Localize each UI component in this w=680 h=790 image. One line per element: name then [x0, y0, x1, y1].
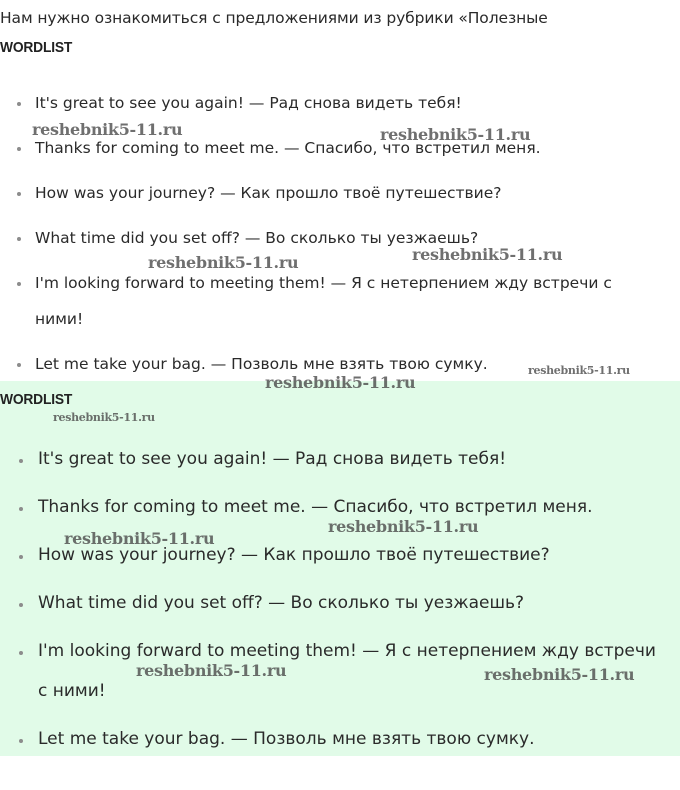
bullet-icon — [17, 237, 21, 241]
bullet-icon — [17, 102, 21, 106]
watermark: reshebnik5-11.ru — [528, 364, 630, 377]
bullet-icon — [19, 459, 23, 463]
watermark: reshebnik5-11.ru — [328, 517, 479, 536]
watermark: reshebnik5-11.ru — [380, 125, 531, 144]
list-item-text: Let me take your bag. — Позволь мне взять твою сумку. — [35, 355, 488, 373]
watermark: reshebnik5-11.ru — [32, 120, 183, 139]
wordlist-heading: WORDLIST — [0, 39, 73, 56]
watermark: reshebnik5-11.ru — [148, 253, 299, 272]
list-item-text-continuation: с ними! — [38, 681, 106, 701]
watermark: reshebnik5-11.ru — [136, 661, 287, 680]
list-item-text-continuation: ними! — [35, 310, 84, 328]
list-item-text: How was your journey? — Как прошло твоё путешествие? — [35, 184, 502, 202]
bullet-icon — [19, 739, 23, 743]
bullet-icon — [17, 192, 21, 196]
bullet-icon — [19, 603, 23, 607]
watermark: reshebnik5-11.ru — [412, 245, 563, 264]
watermark: reshebnik5-11.ru — [64, 529, 215, 548]
list-item-text: It's great to see you again! — Рад снова видеть тебя! — [35, 94, 462, 112]
list-item-text: It's great to see you again! — Рад снова видеть тебя! — [38, 449, 507, 469]
list-item-text: How was your journey? — Как прошло твоё путешествие? — [38, 545, 550, 565]
list-item-text: I'm looking forward to meeting them! — Я с нетерпением жду встречи с — [35, 274, 612, 292]
bullet-icon — [17, 282, 21, 286]
list-item-text: What time did you set off? — Во сколько ты уезжаешь? — [35, 229, 479, 247]
bullet-icon — [19, 507, 23, 511]
bullet-icon — [17, 147, 21, 151]
watermark: reshebnik5-11.ru — [53, 411, 155, 424]
bullet-icon — [17, 363, 21, 367]
intro-text: Нам нужно ознакомиться с предложениями из рубрики «Полезные — [0, 9, 548, 27]
list-item-text: I'm looking forward to meeting them! — Я с нетерпением жду встречи — [38, 641, 656, 661]
list-item-text: Thanks for coming to meet me. — Спасибо, что встретил меня. — [38, 497, 593, 517]
watermark: reshebnik5-11.ru — [265, 373, 416, 392]
list-item-text: Thanks for coming to meet me. — Спасибо, что встретил меня. — [35, 139, 541, 157]
wordlist-heading: WORDLIST — [0, 391, 73, 408]
bullet-icon — [19, 651, 23, 655]
list-item-text: What time did you set off? — Во сколько ты уезжаешь? — [38, 593, 525, 613]
watermark: reshebnik5-11.ru — [484, 665, 635, 684]
list-item-text: Let me take your bag. — Позволь мне взять твою сумку. — [38, 729, 535, 749]
bullet-icon — [19, 555, 23, 559]
